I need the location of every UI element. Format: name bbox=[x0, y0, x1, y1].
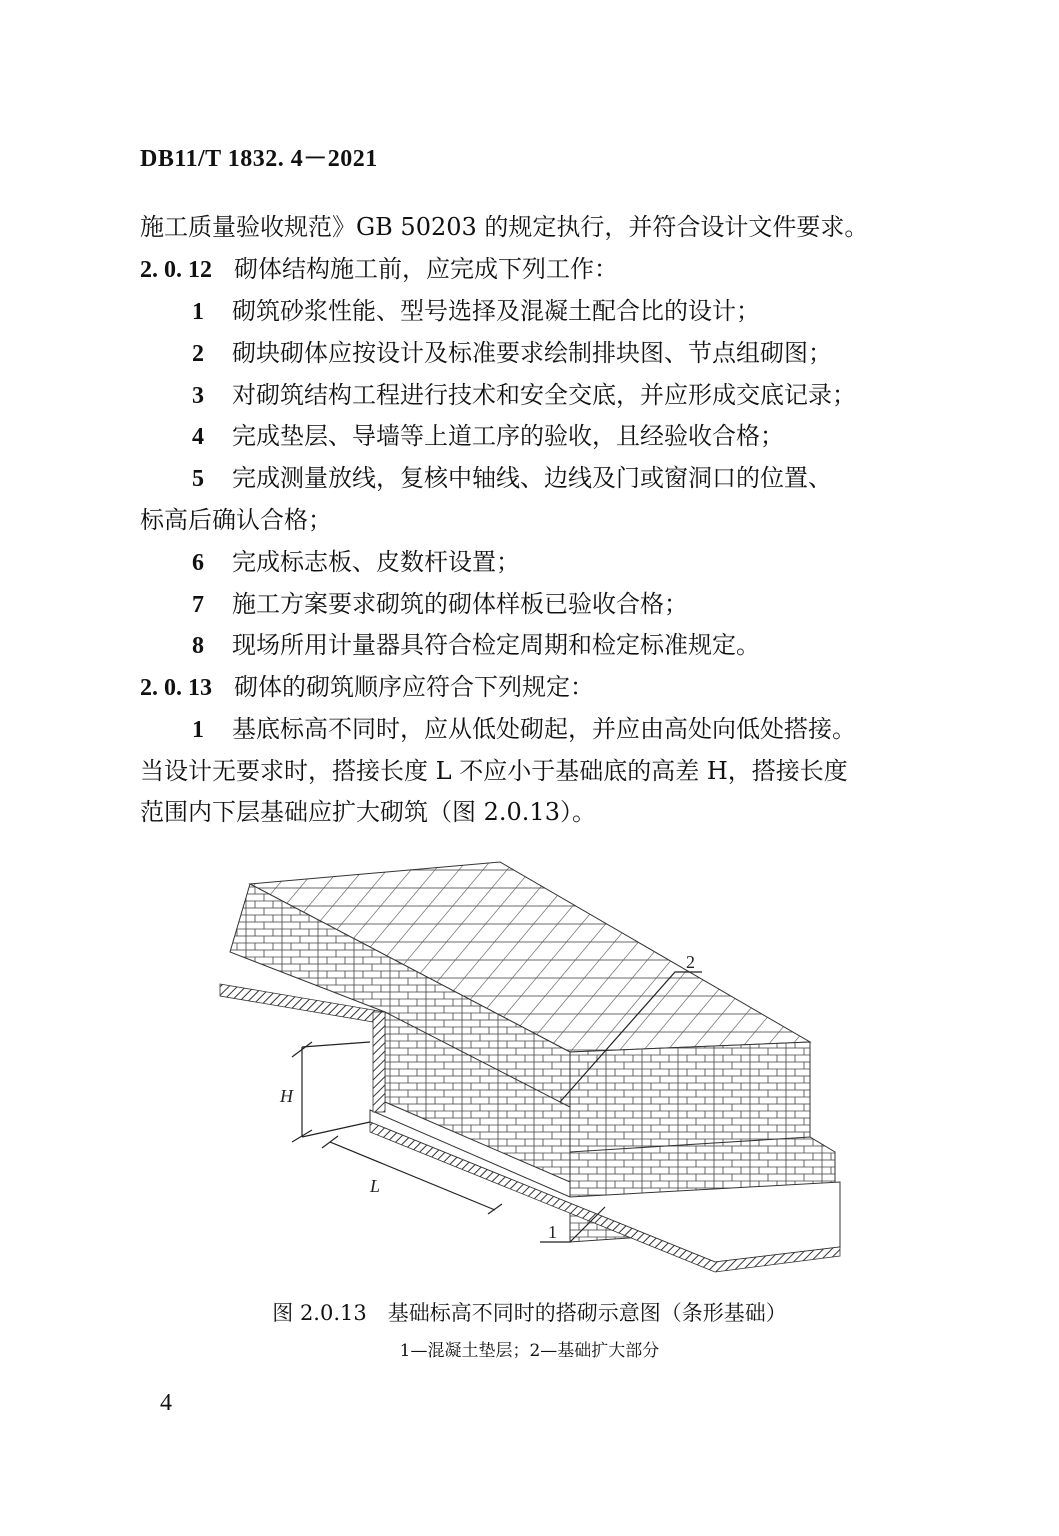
item-text: 对砌筑结构工程进行技术和安全交底，并应形成交底记录； bbox=[232, 381, 856, 409]
list-item bbox=[192, 380, 856, 411]
label-L: L bbox=[370, 1176, 381, 1196]
clause-text: 砌体的砌筑顺序应符合下列规定： bbox=[234, 673, 594, 701]
label-1: 1 bbox=[548, 1222, 557, 1242]
clause-number: 2. 0. 12 bbox=[140, 257, 212, 283]
list-item bbox=[192, 338, 832, 369]
list-item bbox=[192, 421, 784, 452]
item-number: 6 bbox=[192, 550, 204, 576]
clause-number: 2. 0. 13 bbox=[140, 675, 212, 701]
item-number: 1 bbox=[192, 299, 204, 325]
page-number: 4 bbox=[160, 1390, 172, 1416]
standard-code-header: DB11/T 1832. 4－2021 bbox=[140, 146, 378, 172]
list-item bbox=[192, 547, 520, 578]
step-riser-hatch bbox=[373, 1012, 385, 1112]
list-item bbox=[192, 714, 856, 745]
item-number: 8 bbox=[192, 633, 204, 659]
item-number: 4 bbox=[192, 424, 204, 450]
item-text: 基底标高不同时，应从低处砌起，并应由高处向低处搭接。 bbox=[232, 715, 856, 743]
item-text: 完成标志板、皮数杆设置； bbox=[232, 548, 520, 576]
clause-2-0-12 bbox=[140, 254, 618, 285]
list-item bbox=[192, 463, 832, 494]
paragraph-line: 范围内下层基础应扩大砌筑（图 2.0.13）。 bbox=[140, 798, 596, 826]
foundation-lap-diagram bbox=[210, 852, 850, 1282]
clause-text: 砌体结构施工前，应完成下列工作： bbox=[234, 255, 618, 283]
label-2: 2 bbox=[686, 952, 695, 972]
item-text: 施工方案要求砌筑的砌体样板已验收合格； bbox=[232, 590, 688, 618]
item-text: 完成测量放线，复核中轴线、边线及门或窗洞口的位置、 bbox=[232, 464, 832, 492]
figure-caption: 图 2.0.13 基础标高不同时的搭砌示意图（条形基础） bbox=[272, 1301, 787, 1325]
item-text: 完成垫层、导墙等上道工序的验收，且经验收合格； bbox=[232, 422, 784, 450]
item-text: 现场所用计量器具符合检定周期和检定标准规定。 bbox=[232, 631, 760, 659]
label-H: H bbox=[280, 1086, 293, 1106]
figure-legend: 1—混凝土垫层；2—基础扩大部分 bbox=[399, 1341, 660, 1361]
list-item-continuation: 标高后确认合格； bbox=[140, 506, 332, 534]
item-number: 7 bbox=[192, 592, 204, 618]
item-number: 3 bbox=[192, 383, 204, 409]
item-number: 1 bbox=[192, 717, 204, 743]
paragraph-line: 施工质量验收规范》GB 50203 的规定执行，并符合设计文件要求。 bbox=[140, 213, 869, 241]
item-text: 砌筑砂浆性能、型号选择及混凝土配合比的设计； bbox=[232, 297, 760, 325]
clause-2-0-13 bbox=[140, 672, 594, 703]
item-number: 5 bbox=[192, 466, 204, 492]
dimension-H bbox=[292, 1042, 370, 1142]
item-number: 2 bbox=[192, 341, 204, 367]
list-item bbox=[192, 589, 688, 620]
paragraph-line: 当设计无要求时，搭接长度 L 不应小于基础底的高差 H，搭接长度 bbox=[140, 757, 848, 785]
item-text: 砌块砌体应按设计及标准要求绘制排块图、节点组砌图； bbox=[232, 339, 832, 367]
list-item bbox=[192, 296, 760, 327]
list-item bbox=[192, 630, 760, 661]
